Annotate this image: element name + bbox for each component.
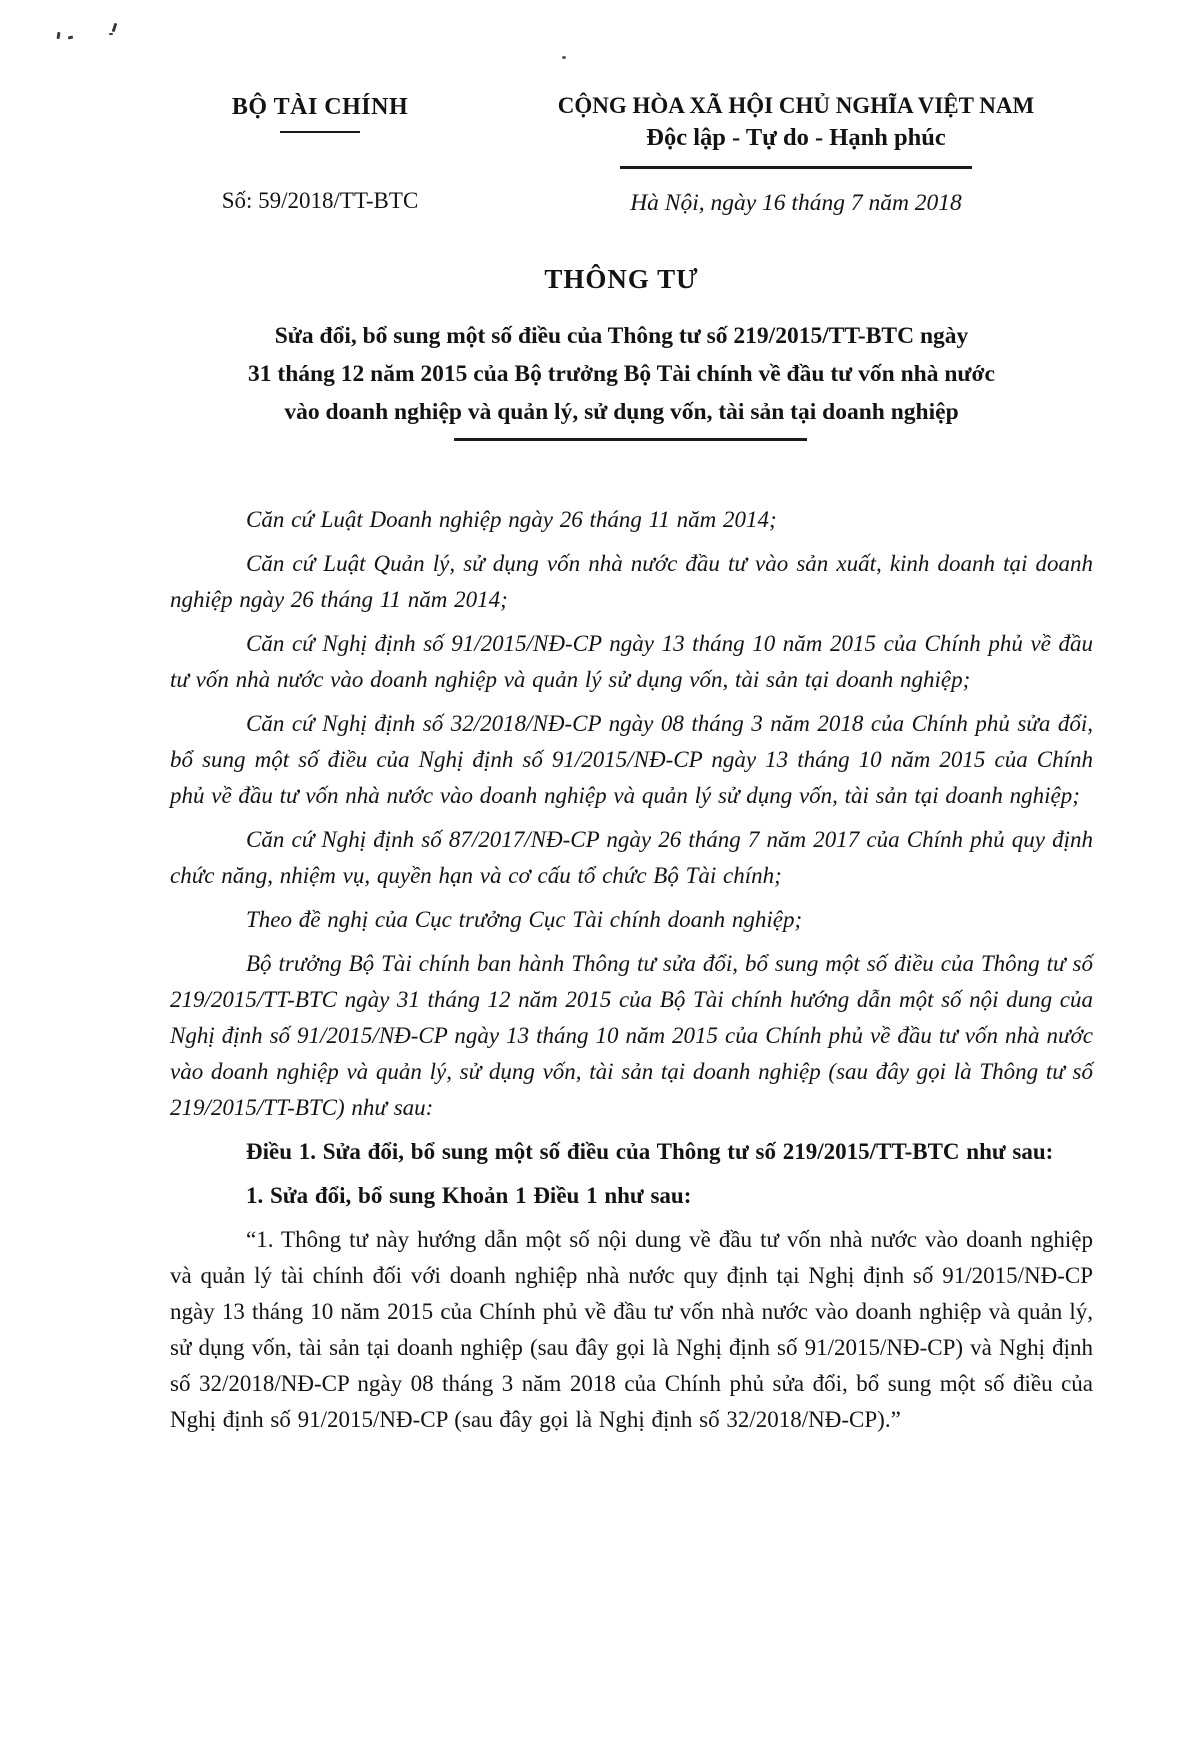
preamble-paragraph: Theo đề nghị của Cục trưởng Cục Tài chính doanh nghiệp; xyxy=(246,906,803,932)
document-type-title: THÔNG TƯ xyxy=(544,263,699,294)
article-1-heading: Điều 1. Sửa đổi, bổ sung một số điều của Thông tư số 219/2015/TT-BTC như sau: xyxy=(246,1138,1054,1164)
motto-underline xyxy=(620,166,972,169)
document-number: Số: 59/2018/TT-BTC xyxy=(221,188,419,213)
title-divider xyxy=(454,438,807,441)
place-and-date: Hà Nội, ngày 16 tháng 7 năm 2018 xyxy=(630,189,962,216)
preamble-paragraph: Căn cứ Nghị định số 32/2018/NĐ-CP ngày 08 tháng 3 năm 2018 của Chính phủ sửa đổi, bổ sung một số điều của Nghị định số 91/2015/NĐ-CP ngày 13 tháng 10 năm 2015 của Chính phủ về đầu tư vốn nhà nước vào doanh nghiệp và quản lý sử dụng vốn, tài sản tại doanh nghiệp; xyxy=(170,710,1093,808)
document-body xyxy=(170,502,1093,1438)
preamble-paragraph: Bộ trưởng Bộ Tài chính ban hành Thông tư sửa đổi, bổ sung một số điều của Thông tư số 219/2015/TT-BTC ngày 31 tháng 12 năm 2015 của Bộ Tài chính hướng dẫn một số nội dung của Nghị định số 91/2015/NĐ-CP ngày 13 tháng 10 năm 2015 của Chính phủ về đầu tư vốn nhà nước vào doanh nghiệp và quản lý, sử dụng vốn, tài sản tại doanh nghiệp (sau đây gọi là Thông tư số 219/2015/TT-BTC) như sau: xyxy=(170,950,1093,1120)
header-right-column xyxy=(520,92,1072,218)
clause-1-text: “1. Thông tư này hướng dẫn một số nội dung về đầu tư vốn nhà nước vào doanh nghiệp và quản lý tài chính đối với doanh nghiệp nhà nước quy định tại Nghị định số 91/2015/NĐ-CP ngày 13 tháng 10 năm 2015 của Chính phủ về đầu tư vốn nhà nước vào doanh nghiệp và quản lý, sử dụng vốn, tài sản tại doanh nghiệp (sau đây gọi là Nghị định số 91/2015/NĐ-CP) và Nghị định số 32/2018/NĐ-CP ngày 08 tháng 3 năm 2018 của Chính phủ sửa đổi, bổ sung một số điều của Nghị định số 91/2015/NĐ-CP (sau đây gọi là Nghị định số 32/2018/NĐ-CP).” xyxy=(170,1226,1093,1432)
preamble-paragraph: Căn cứ Luật Doanh nghiệp ngày 26 tháng 11 năm 2014; xyxy=(246,506,777,532)
subject-line: vào doanh nghiệp và quản lý, sử dụng vốn, tài sản tại doanh nghiệp xyxy=(284,398,959,425)
subject-line: Sửa đổi, bổ sung một số điều của Thông tư số 219/2015/TT-BTC ngày xyxy=(274,322,969,349)
subject-line: 31 tháng 12 năm 2015 của Bộ trưởng Bộ Tài chính về đầu tư vốn nhà nước xyxy=(248,360,995,387)
preamble-paragraph: Căn cứ Nghị định số 91/2015/NĐ-CP ngày 13 tháng 10 năm 2015 của Chính phủ về đầu tư vốn nhà nước vào doanh nghiệp và quản lý sử dụng vốn, tài sản tại doanh nghiệp; xyxy=(170,630,1093,692)
issuing-agency: BỘ TÀI CHÍNH xyxy=(231,94,409,120)
clause-1-heading: 1. Sửa đổi, bổ sung Khoản 1 Điều 1 như sau: xyxy=(246,1182,692,1208)
header-left-column xyxy=(170,92,470,216)
national-title: CỘNG HÒA XÃ HỘI CHỦ NGHĨA VIỆT NAM xyxy=(557,93,1035,118)
preamble-paragraph: Căn cứ Nghị định số 87/2017/NĐ-CP ngày 26 tháng 7 năm 2017 của Chính phủ quy định chức năng, nhiệm vụ, quyền hạn và cơ cấu tổ chức Bộ Tài chính; xyxy=(170,826,1093,888)
document-subject xyxy=(150,317,1093,431)
preamble-paragraph: Căn cứ Luật Quản lý, sử dụng vốn nhà nước đầu tư vào sản xuất, kinh doanh tại doanh nghiệp ngày 26 tháng 11 năm 2014; xyxy=(170,550,1093,612)
agency-underline xyxy=(280,131,360,133)
document-header xyxy=(0,0,1198,218)
national-motto: Độc lập - Tự do - Hạnh phúc xyxy=(646,124,946,151)
title-block xyxy=(150,262,1093,441)
